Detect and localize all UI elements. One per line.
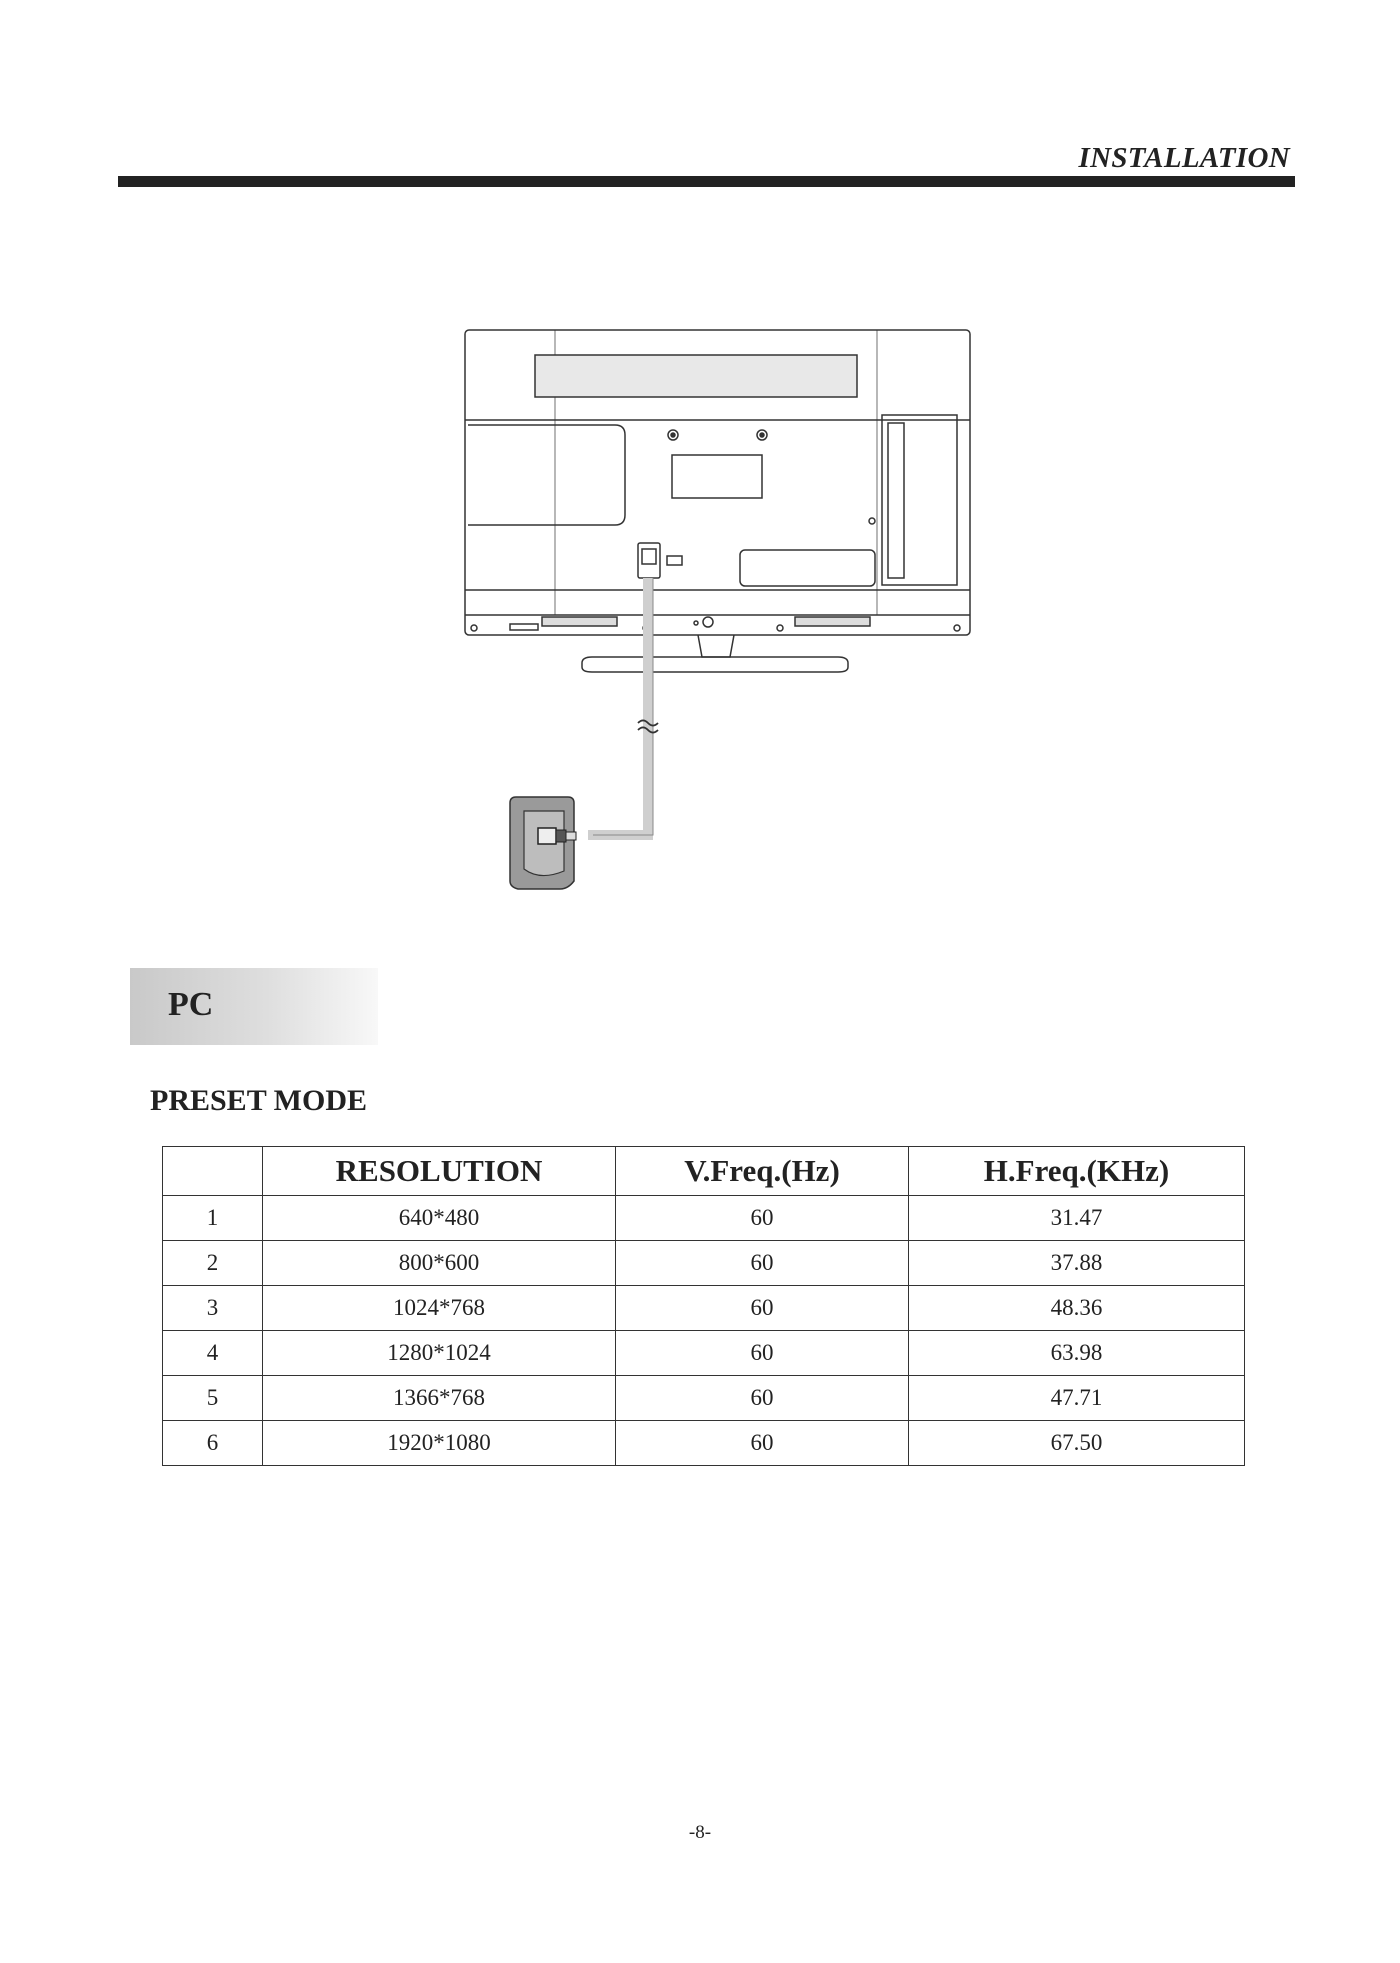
row-number: 1 — [163, 1196, 263, 1241]
row-hfreq: 47.71 — [909, 1376, 1245, 1421]
row-resolution: 640*480 — [263, 1196, 616, 1241]
header-rule — [118, 176, 1295, 187]
table-row — [163, 1196, 1245, 1241]
row-hfreq: 48.36 — [909, 1286, 1245, 1331]
wall-outlet-icon — [510, 797, 576, 889]
preset-mode-table — [162, 1146, 1245, 1466]
page-number: -8- — [688, 1822, 712, 1843]
tv-stand — [698, 635, 734, 657]
row-vfreq: 60 — [616, 1196, 909, 1241]
row-vfreq: 60 — [616, 1421, 909, 1466]
row-resolution: 1920*1080 — [263, 1421, 616, 1466]
row-vfreq: 60 — [616, 1331, 909, 1376]
header-vfreq: V.Freq.(Hz) — [616, 1147, 909, 1196]
table-row — [163, 1421, 1245, 1466]
header-hfreq: H.Freq.(KHz) — [909, 1147, 1245, 1196]
row-resolution: 1366*768 — [263, 1376, 616, 1421]
table-row — [163, 1241, 1245, 1286]
tv-power-connection-diagram — [440, 315, 1000, 915]
row-vfreq: 60 — [616, 1286, 909, 1331]
row-number: 2 — [163, 1241, 263, 1286]
section-band — [130, 968, 378, 1045]
table-header-row — [163, 1147, 1245, 1196]
section-label: PC — [168, 986, 214, 1023]
header-resolution: RESOLUTION — [263, 1147, 616, 1196]
connector-panel — [882, 415, 957, 585]
row-hfreq: 37.88 — [909, 1241, 1245, 1286]
row-vfreq: 60 — [616, 1241, 909, 1286]
preset-mode-heading: PRESET MODE — [150, 1084, 367, 1117]
row-resolution: 800*600 — [263, 1241, 616, 1286]
row-resolution: 1024*768 — [263, 1286, 616, 1331]
header-number — [163, 1147, 263, 1196]
table-row — [163, 1286, 1245, 1331]
row-hfreq: 31.47 — [909, 1196, 1245, 1241]
row-number: 4 — [163, 1331, 263, 1376]
row-number: 5 — [163, 1376, 263, 1421]
header-title: INSTALLATION — [1078, 142, 1290, 174]
row-hfreq: 67.50 — [909, 1421, 1245, 1466]
row-number: 3 — [163, 1286, 263, 1331]
row-resolution: 1280*1024 — [263, 1331, 616, 1376]
table-row — [163, 1331, 1245, 1376]
table-row — [163, 1376, 1245, 1421]
row-hfreq: 63.98 — [909, 1331, 1245, 1376]
vent-grille — [535, 355, 857, 397]
row-vfreq: 60 — [616, 1376, 909, 1421]
row-number: 6 — [163, 1421, 263, 1466]
